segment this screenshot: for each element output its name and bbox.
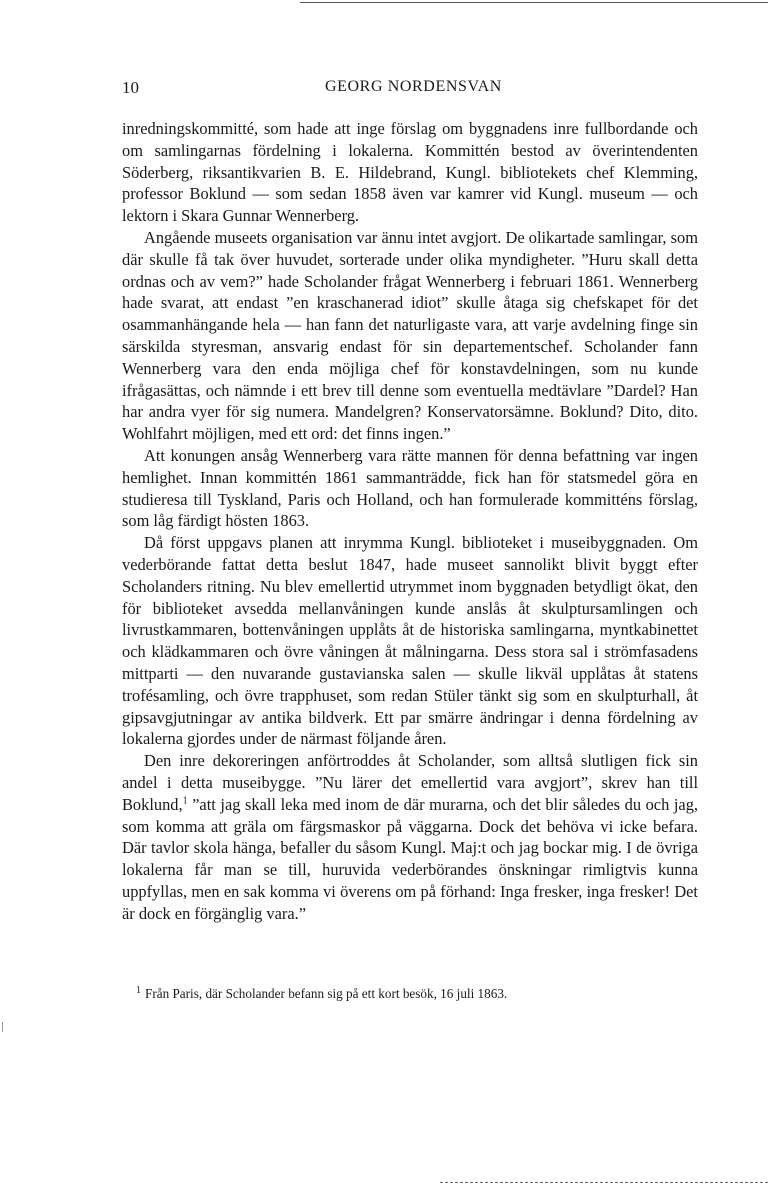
paragraph-3: Att konungen ansåg Wennerberg vara rätte mannen för denna befattning var ingen hemlighet. Innan kommittén 1861 sammanträdde, fick han för statsmedel göra en studieresa till Tyskland, Paris och Holland, och han formulerade kommitténs förslag, som låg färdigt hösten 1863. [122,445,698,531]
margin-speck [2,1022,3,1032]
page-number: 10 [122,78,139,97]
footnote-reference: 1 [182,795,188,807]
footnote-text: Från Paris, där Scholander befann sig på ett kort besök, 16 juli 1863. [145,986,508,1001]
paragraph-5 [122,750,698,924]
paragraph-1: inredningskommitté, som hade att inge förslag om byggnadens inre fullbordande och om samlingarnas fördelning i lokalerna. Kommittén bestod av överintendenten Söderberg, riksantikvarien B. E. Hildebrand, Kungl. bibliotekets chef Klemming, professor Boklund — som sedan 1858 även var kamrer vid Kungl. museum — och lektorn i Skara Gunnar Wennerberg. [122,119,698,226]
running-head: GEORG NORDENSVAN [325,78,502,95]
paragraph-4: Då först uppgavs planen att inrymma Kungl. biblioteket i museibyggnaden. Om vederbörande fattat detta beslut 1847, hade museet sannolikt blivit byggt efter Scholanders ritning. Nu blev emellertid utrymmet inom byggnaden betydligt ökat, den för biblioteket avsedda mellanvåningen kunde anslås åt skulptursamlingen och livrustkammaren, bottenvåningen upplåts åt de historiska samlingarna, myntkabinettet och klädkammaren och övre våningen åt målningarna. Dess stora sal i strömfasadens mittparti — den nuvarande gustavianska salen — skulle likväl upplåtas åt statens trofésamling, och övre trapphuset, som redan Stüler tänkt sig som en skulpturhall, åt gipsavgjutningar av antika bildverk. Ett par smärre ändringar i denna fördelning av lokalerna gjordes under de närmast följande åren. [122,533,698,749]
bottom-edge-rule [440,1182,768,1183]
body-text [122,118,698,924]
page-header [122,78,698,102]
paragraph-5-text-after: ”att jag skall leka med inom de där murarna, och det blir således du och jag, som komma att gräla om färgsmaskor på väggarna. Dock det behöva vi icke befara. Där tavlor skola hänga, befaller du såsom Kungl. Maj:t och jag bockar mig. I de övriga lokalerna får man se till, huruvida vederbörandes önskningar rimligtvis kunna uppfyllas, men en sak komma vi överens om på förhand: Inga fresker, inga fresker! Det är dock en förgänglig vara.” [122,794,698,923]
top-edge-rule [300,2,768,3]
footnote: $^1$ Från Paris, där Scholander befann sig på ett kort besök, 16 juli 1863. [136,984,508,1001]
paragraph-5-text-before: Den inre dekoreringen anförtroddes åt Scholander, som alltså slutligen fick sin andel i detta museibygge. ”Nu lärer det emellertid vara avgjort”, skrev han till Boklund, [122,751,698,814]
paragraph-2: Angående museets organisation var ännu intet avgjort. De olikartade samlingar, som där skulle få tak över huvudet, sorterade under olika myndigheter. ”Huru skall detta ordnas och av vem?” hade Scholander frågat Wennerberg i februari 1861. Wennerberg hade svarat, att endast ”en kraschanerad idiot” skulle åtaga sig chefskapet för det osammanhängande hela — han fann det naturligaste vara, att varje avdelning finge sin särskilda styresman, ansvarig endast för sin departementschef. Scholander fann Wennerberg vara den enda möjliga chef för konstavdelningen, som nu kunde ifrågasättas, och nämnde i ett brev till denne som eventuella medtävlare ”Dardel? Han har andra vyer för sig numera. Mandelgren? Konservatorsämne. Boklund? Dito, dito. Wohlfahrt möjligen, med ett ord: det finns ingen.” [122,227,698,444]
